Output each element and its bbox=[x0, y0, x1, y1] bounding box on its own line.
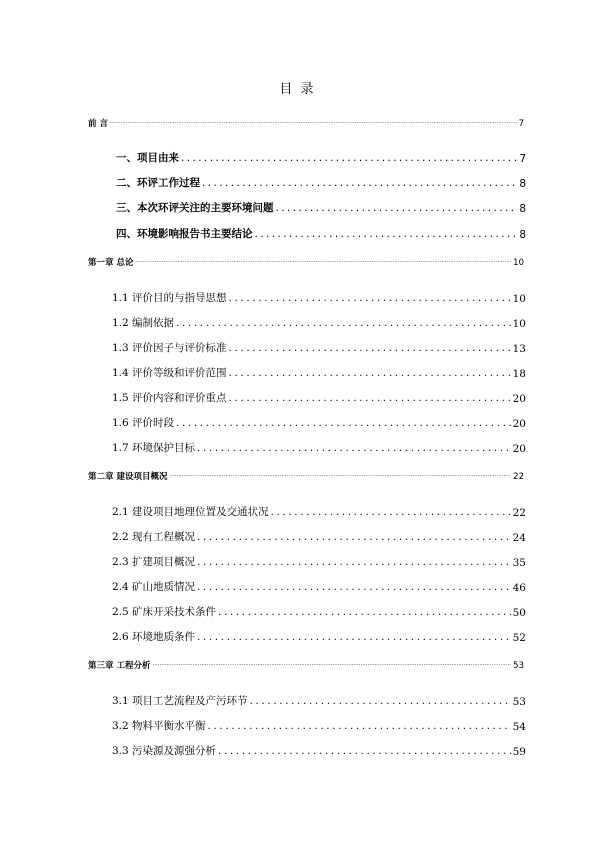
toc-entry-label: 2.3 扩建项目概况 bbox=[112, 556, 196, 568]
toc-section[interactable] bbox=[112, 415, 526, 430]
dot-leader bbox=[229, 390, 511, 405]
dot-leader bbox=[181, 150, 517, 165]
toc-entry-label: 1.3 评价因子与评价标准 bbox=[112, 342, 227, 354]
toc-entry-page: 54 bbox=[512, 721, 526, 733]
toc-section[interactable] bbox=[112, 718, 526, 733]
toc-entry-page: 52 bbox=[512, 632, 526, 644]
toc-entry-page: 24 bbox=[512, 532, 526, 544]
toc-entry-page: 20 bbox=[512, 418, 526, 430]
dot-leader bbox=[197, 529, 511, 544]
dot-leader bbox=[197, 579, 511, 594]
toc-chapter-2[interactable] bbox=[88, 469, 524, 482]
dot-leader bbox=[276, 200, 518, 215]
toc-entry-label: 3.1 项目工艺流程及产污环节 bbox=[112, 695, 248, 707]
toc-entry-page: 20 bbox=[512, 443, 526, 455]
toc-chapter-1[interactable] bbox=[88, 255, 524, 268]
toc-section[interactable] bbox=[112, 504, 526, 519]
toc-entry-page: 8 bbox=[519, 229, 526, 241]
toc-chapter-3[interactable] bbox=[88, 658, 524, 671]
dot-leader bbox=[110, 116, 517, 129]
toc-section[interactable] bbox=[112, 743, 526, 758]
toc-entry-page: 8 bbox=[519, 203, 526, 215]
toc-entry-label: 3.2 物料平衡水平衡 bbox=[112, 720, 206, 732]
toc-entry-page: 46 bbox=[512, 582, 526, 594]
toc-entry[interactable] bbox=[116, 150, 526, 165]
toc-entry-page: 18 bbox=[512, 368, 526, 380]
toc-section[interactable] bbox=[112, 290, 526, 305]
dot-leader bbox=[176, 315, 511, 330]
dot-leader bbox=[135, 255, 511, 268]
toc-section[interactable] bbox=[112, 340, 526, 355]
dot-leader bbox=[255, 226, 518, 241]
toc-entry-label: 1.2 编制依据 bbox=[112, 317, 175, 329]
toc-section[interactable] bbox=[112, 365, 526, 380]
toc-entry[interactable] bbox=[116, 175, 526, 190]
toc-entry-label: 第一章 总论 bbox=[88, 258, 134, 268]
toc-entry-page: 7 bbox=[519, 153, 526, 165]
toc-section[interactable] bbox=[112, 440, 526, 455]
dot-leader bbox=[202, 175, 517, 190]
dot-leader bbox=[197, 440, 511, 455]
toc-entry-page: 20 bbox=[512, 393, 526, 405]
toc-entry-label: 2.4 矿山地质情况 bbox=[112, 581, 196, 593]
toc-entry-label: 一、项目由来 bbox=[116, 152, 179, 164]
toc-section[interactable] bbox=[112, 315, 526, 330]
toc-entry-page: 22 bbox=[513, 472, 524, 482]
toc-entry-page: 13 bbox=[512, 343, 526, 355]
toc-entry-label: 1.7 环境保护目标 bbox=[112, 442, 196, 454]
dot-leader bbox=[197, 554, 511, 569]
toc-entry-label: 1.5 评价内容和评价重点 bbox=[112, 392, 227, 404]
dot-leader bbox=[218, 604, 511, 619]
toc-entry-label: 1.1 评价目的与指导思想 bbox=[112, 292, 227, 304]
toc-entry-page: 53 bbox=[513, 661, 524, 671]
toc-entry-page: 10 bbox=[512, 293, 526, 305]
toc-section[interactable] bbox=[112, 529, 526, 544]
toc-entry-label: 第三章 工程分析 bbox=[88, 661, 151, 671]
dot-leader bbox=[208, 718, 511, 733]
toc-entry-preface[interactable] bbox=[88, 116, 524, 129]
toc-entry-page: 59 bbox=[512, 746, 526, 758]
dot-leader bbox=[218, 743, 511, 758]
toc-entry-page: 10 bbox=[512, 318, 526, 330]
toc-section[interactable] bbox=[112, 604, 526, 619]
toc-section[interactable] bbox=[112, 554, 526, 569]
dot-leader bbox=[229, 365, 511, 380]
dot-leader bbox=[250, 693, 511, 708]
toc-entry-label: 三、本次环评关注的主要环境问题 bbox=[116, 202, 274, 214]
toc-entry-label: 2.6 环境地质条件 bbox=[112, 631, 196, 643]
dot-leader bbox=[271, 504, 511, 519]
toc-section[interactable] bbox=[112, 629, 526, 644]
dot-leader bbox=[152, 658, 511, 671]
toc-entry[interactable] bbox=[116, 200, 526, 215]
toc-entry-label: 第二章 建设项目概况 bbox=[88, 472, 168, 482]
toc-entry-label: 2.2 现有工程概况 bbox=[112, 531, 196, 543]
toc-entry-page: 7 bbox=[518, 119, 524, 129]
toc-title: 目 录 bbox=[279, 82, 316, 97]
toc-entry-label: 四、环境影响报告书主要结论 bbox=[116, 228, 253, 240]
toc-entry-page: 10 bbox=[513, 258, 524, 268]
dot-leader bbox=[176, 415, 511, 430]
toc-entry-label: 1.6 评价时段 bbox=[112, 417, 175, 429]
toc-entry-page: 53 bbox=[512, 696, 526, 708]
toc-entry[interactable] bbox=[116, 226, 526, 241]
toc-entry-label: 前 言 bbox=[88, 119, 108, 129]
dot-leader bbox=[197, 629, 511, 644]
toc-section[interactable] bbox=[112, 693, 526, 708]
toc-entry-label: 1.4 评价等级和评价范围 bbox=[112, 367, 227, 379]
toc-entry-label: 2.5 矿床开采技术条件 bbox=[112, 606, 217, 618]
toc-section[interactable] bbox=[112, 579, 526, 594]
dot-leader bbox=[229, 290, 511, 305]
toc-entry-label: 3.3 污染源及源强分析 bbox=[112, 745, 217, 757]
toc-entry-label: 2.1 建设项目地理位置及交通状况 bbox=[112, 506, 269, 518]
toc-entry-label: 二、环评工作过程 bbox=[116, 177, 200, 189]
toc-entry-page: 8 bbox=[519, 178, 526, 190]
dot-leader bbox=[169, 469, 511, 482]
toc-entry-page: 35 bbox=[512, 557, 526, 569]
dot-leader bbox=[229, 340, 511, 355]
toc-entry-page: 22 bbox=[512, 507, 526, 519]
toc-section[interactable] bbox=[112, 390, 526, 405]
toc-entry-page: 50 bbox=[512, 607, 526, 619]
